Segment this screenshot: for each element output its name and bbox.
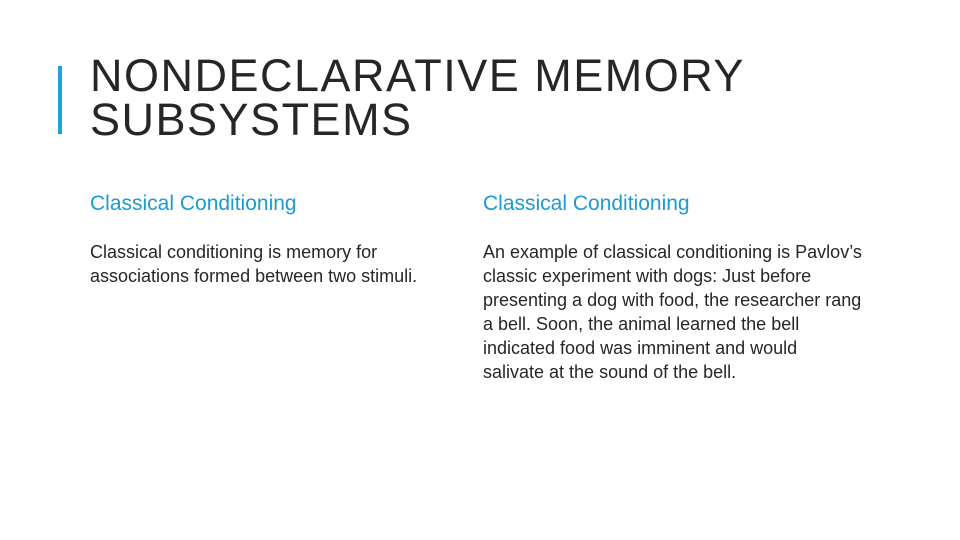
slide-title [90, 50, 930, 145]
left-column-heading: Classical Conditioning [90, 192, 297, 215]
slide-title-line-1: NONDECLARATIVE MEMORY [90, 50, 745, 101]
left-column [90, 190, 460, 288]
right-column [483, 190, 863, 384]
slide-title-line-2: SUBSYSTEMS [90, 94, 413, 145]
right-column-heading: Classical Conditioning [483, 192, 690, 215]
title-accent-bar [58, 66, 62, 134]
right-column-body: An example of classical conditioning is Pavlov’s classic experiment with dogs: Just before presenting a dog with food, the researcher rang a bell. Soon, the animal learned the bell indicated food was imminent and would salivate at the sound of the bell. [483, 242, 862, 382]
left-column-body: Classical conditioning is memory for associations formed between two stimuli. [90, 242, 418, 286]
